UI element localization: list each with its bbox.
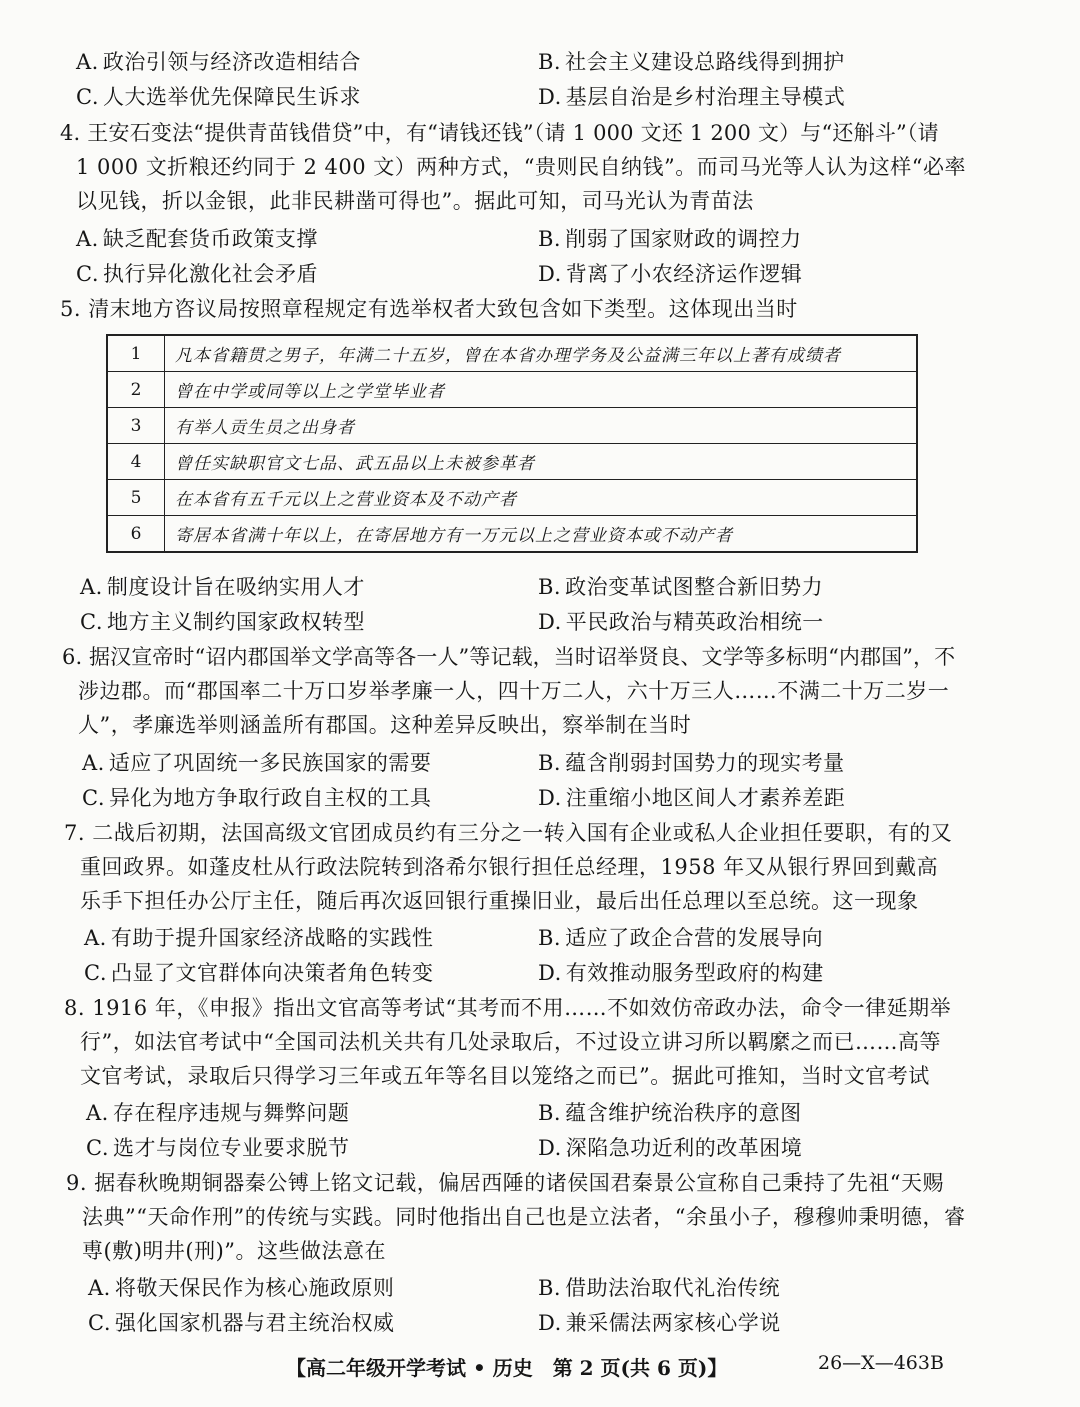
exam-code: 26—X—463B: [818, 1352, 944, 1374]
table-row: 3 有举人贡生员之出身者: [107, 408, 917, 444]
page-footer: 【高二年级开学考试 • 历史 第 2 页(共 6 页)】: [286, 1356, 728, 1380]
table-row: 4 曾任实缺职官文七品、武五品以上未被参革者: [107, 444, 917, 480]
q4-option-b: B. 削弱了国家财政的调控力: [538, 227, 802, 251]
q8-option-d: D. 深陷急功近利的改革困境: [538, 1136, 803, 1160]
q4-option-a: A. 缺乏配套货币政策支撑: [76, 227, 318, 251]
question-6-stem: 6. 据汉宣帝时“诏内郡国举文学高等各一人”等记载，当时诏举贤良、文学等多标明“内郡国”，不 涉边郡。而“郡国率二十万口岁举孝廉一人，四十万二人，六十万三人……不满二十万二岁一 人”，孝廉选举则涵盖所有郡国。这种差异反映出，察举制在当时: [62, 645, 956, 737]
q4-option-c: C. 执行异化激化社会矛盾: [76, 262, 318, 286]
q7-option-b: B. 适应了政企合营的发展导向: [538, 926, 824, 950]
q5-option-c: C. 地方主义制约国家政权转型: [80, 610, 365, 634]
q3-option-c: C. 人大选举优先保障民生诉求: [76, 85, 361, 109]
q5-option-b: B. 政治变革试图整合新旧势力: [538, 575, 824, 599]
q9-option-b: B. 借助法治取代礼治传统: [538, 1276, 781, 1300]
table-row: 2 曾在中学或同等以上之学堂毕业者: [107, 372, 917, 408]
q3-option-a: A. 政治引领与经济改造相结合: [76, 50, 361, 74]
q3-option-b: B. 社会主义建设总路线得到拥护: [538, 50, 845, 74]
q4-option-d: D. 背离了小农经济运作逻辑: [538, 262, 803, 286]
question-8-stem: 8. 1916 年，《申报》指出文官高等考试“其考而不用……不如效仿帝政办法，命令一律延期举 行”，如法官考试中“全国司法机关共有几处录取后，不过设立讲习所以羁縻之而已……高等 文官考试，录取后只得学习三年或五年等名目以笼络之而已”。据此可推知，当时文官考试: [64, 996, 952, 1088]
question-9-stem: 9. 据春秋晚期铜器秦公镈上铭文记载，偏居西陲的诸侯国君秦景公宣称自己秉持了先祖“天赐 法典”“天命作刑”的传统与实践。同时他指出自己也是立法者，“余虽小子，穆穆帅秉明德，睿 尃(敷)明井(刑)”。这些做法意在: [66, 1171, 966, 1263]
q5-option-a: A. 制度设计旨在吸纳实用人才: [80, 575, 365, 599]
q8-option-b: B. 蕴含维护统治秩序的意图: [538, 1101, 802, 1125]
q6-option-c: C. 异化为地方争取行政自主权的工具: [82, 786, 432, 810]
q5-option-d: D. 平民政治与精英政治相统一: [538, 610, 824, 634]
question-5-stem: 5. 清末地方咨议局按照章程规定有选举权者大致包含如下类型。这体现出当时: [60, 297, 798, 321]
q3-option-d: D. 基层自治是乡村治理主导模式: [538, 85, 846, 109]
q7-option-d: D. 有效推动服务型政府的构建: [538, 961, 824, 985]
q9-option-d: D. 兼采儒法两家核心学说: [538, 1311, 781, 1335]
table-row: 6 寄居本省满十年以上，在寄居地方有一万元以上之营业资本或不动产者: [107, 516, 917, 553]
q5-eligibility-table: [106, 334, 918, 553]
q9-option-a: A. 将敬天保民作为核心施政原则: [88, 1276, 395, 1300]
q8-option-c: C. 选才与岗位专业要求脱节: [86, 1136, 350, 1160]
q8-option-a: A. 存在程序违规与舞弊问题: [86, 1101, 350, 1125]
question-4-stem: 4. 王安石变法“提供青苗钱借贷”中，有“请钱还钱”（请 1 000 文还 1 200 文）与“还斛斗”（请 1 000 文折粮还约同于 2 400 文）两种方式，“贵则民自纳钱”。而司马光等人认为这样“必率 以见钱，折以金银，此非民耕凿可得也”。据此可知，司马光认为青苗法: [60, 121, 966, 213]
q9-option-c: C. 强化国家机器与君主统治权威: [88, 1311, 395, 1335]
q7-option-c: C. 凸显了文官群体向决策者角色转变: [84, 961, 434, 985]
table-row: 1 凡本省籍贯之男子，年满二十五岁，曾在本省办理学务及公益满三年以上著有成绩者: [107, 335, 917, 372]
q7-option-a: A. 有助于提升国家经济战略的实践性: [84, 926, 434, 950]
q6-option-d: D. 注重缩小地区间人才素养差距: [538, 786, 846, 810]
q6-option-a: A. 适应了巩固统一多民族国家的需要: [82, 751, 432, 775]
question-7-stem: 7. 二战后初期，法国高级文官团成员约有三分之一转入国有企业或私人企业担任要职，有的又 重回政界。如蓬皮杜从行政法院转到洛希尔银行担任总经理，1958 年又从银行界回到戴高 乐手下担任办公厅主任，随后再次返回银行重操旧业，最后出任总理以至总统。这一现象: [64, 821, 953, 913]
q6-option-b: B. 蕴含削弱封国势力的现实考量: [538, 751, 845, 775]
table-row: 5 在本省有五千元以上之营业资本及不动产者: [107, 480, 917, 516]
